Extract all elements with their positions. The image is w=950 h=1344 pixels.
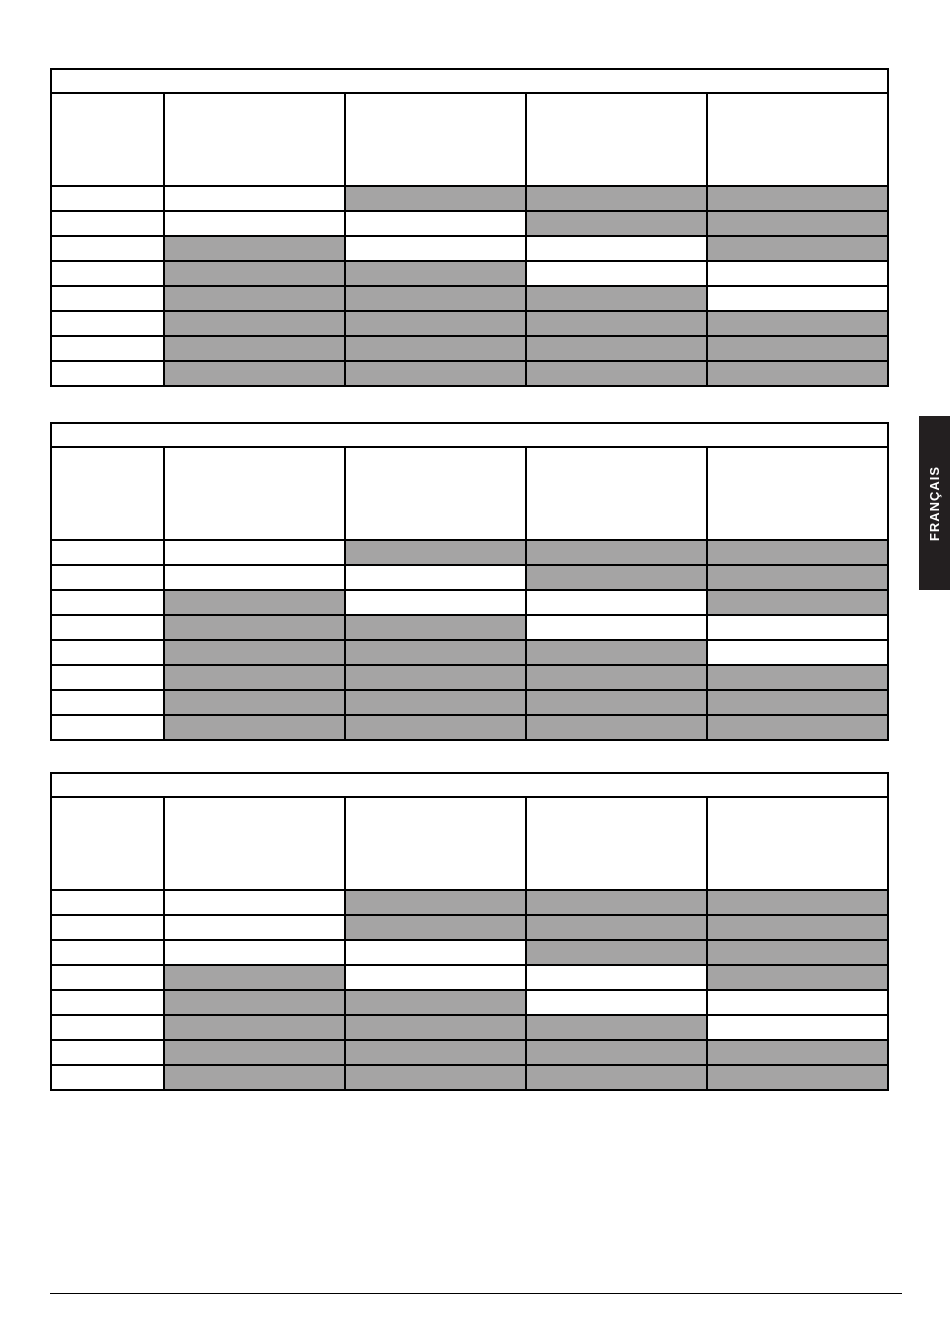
- shaded-cell: [526, 565, 707, 590]
- shaded-cell: [707, 1040, 888, 1065]
- table-row: [51, 211, 888, 236]
- shaded-cell: [707, 211, 888, 236]
- shaded-cell: [164, 665, 345, 690]
- row-label: [51, 311, 164, 336]
- column-header: [164, 93, 345, 186]
- shaded-cell: [164, 1040, 345, 1065]
- table-title-row: [51, 423, 888, 447]
- shaded-cell: [526, 690, 707, 715]
- table-title: [51, 423, 888, 447]
- table-title-row: [51, 773, 888, 797]
- column-header: [526, 447, 707, 540]
- row-label: [51, 1040, 164, 1065]
- blank-cell: [707, 640, 888, 665]
- shaded-cell: [164, 311, 345, 336]
- shaded-cell: [345, 665, 526, 690]
- shaded-cell: [707, 890, 888, 915]
- shaded-cell: [164, 640, 345, 665]
- shaded-cell: [526, 286, 707, 311]
- shaded-cell: [345, 990, 526, 1015]
- column-header: [707, 93, 888, 186]
- row-label: [51, 261, 164, 286]
- shaded-cell: [164, 286, 345, 311]
- shaded-cell: [707, 336, 888, 361]
- shaded-cell: [345, 690, 526, 715]
- row-label: [51, 715, 164, 740]
- table-row: [51, 1040, 888, 1065]
- column-header: [707, 447, 888, 540]
- column-header: [51, 797, 164, 890]
- table-row: [51, 1065, 888, 1090]
- shaded-cell: [707, 915, 888, 940]
- blank-cell: [164, 940, 345, 965]
- shaded-cell: [345, 890, 526, 915]
- shaded-cell: [345, 715, 526, 740]
- shaded-cell: [526, 336, 707, 361]
- blank-cell: [526, 590, 707, 615]
- row-label: [51, 640, 164, 665]
- shaded-cell: [526, 311, 707, 336]
- shaded-cell: [526, 1015, 707, 1040]
- shaded-cell: [164, 336, 345, 361]
- shaded-cell: [164, 1065, 345, 1090]
- blank-cell: [526, 261, 707, 286]
- shaded-cell: [345, 286, 526, 311]
- shaded-cell: [345, 1065, 526, 1090]
- column-header: [345, 447, 526, 540]
- shaded-cell: [164, 965, 345, 990]
- column-header: [526, 797, 707, 890]
- language-tab: [919, 416, 950, 590]
- table-row: [51, 715, 888, 740]
- shaded-cell: [526, 890, 707, 915]
- shaded-cell: [345, 615, 526, 640]
- row-label: [51, 1015, 164, 1040]
- table-body: [51, 423, 888, 740]
- table-header-row: [51, 93, 888, 186]
- column-header: [51, 447, 164, 540]
- table-row: [51, 915, 888, 940]
- column-header: [707, 797, 888, 890]
- row-label: [51, 211, 164, 236]
- shaded-cell: [526, 915, 707, 940]
- row-label: [51, 690, 164, 715]
- shaded-cell: [707, 311, 888, 336]
- column-header: [345, 93, 526, 186]
- shaded-cell: [707, 715, 888, 740]
- shaded-cell: [526, 361, 707, 386]
- compatibility-table-1: [50, 68, 889, 387]
- table-row: [51, 261, 888, 286]
- shaded-cell: [707, 186, 888, 211]
- row-label: [51, 965, 164, 990]
- blank-cell: [526, 615, 707, 640]
- shaded-cell: [164, 690, 345, 715]
- shaded-cell: [526, 940, 707, 965]
- blank-cell: [526, 236, 707, 261]
- blank-cell: [345, 590, 526, 615]
- table-title: [51, 69, 888, 93]
- row-label: [51, 915, 164, 940]
- row-label: [51, 540, 164, 565]
- shaded-cell: [164, 715, 345, 740]
- shaded-cell: [526, 1040, 707, 1065]
- table-row: [51, 236, 888, 261]
- blank-cell: [707, 990, 888, 1015]
- shaded-cell: [707, 940, 888, 965]
- shaded-cell: [345, 361, 526, 386]
- table-title-row: [51, 69, 888, 93]
- table-header-row: [51, 797, 888, 890]
- blank-cell: [345, 965, 526, 990]
- blank-cell: [164, 540, 345, 565]
- shaded-cell: [164, 236, 345, 261]
- shaded-cell: [707, 1065, 888, 1090]
- table-row: [51, 690, 888, 715]
- shaded-cell: [345, 261, 526, 286]
- column-header: [164, 447, 345, 540]
- row-label: [51, 590, 164, 615]
- blank-cell: [345, 236, 526, 261]
- row-label: [51, 1065, 164, 1090]
- row-label: [51, 990, 164, 1015]
- shaded-cell: [707, 965, 888, 990]
- table-body: [51, 773, 888, 1090]
- row-label: [51, 565, 164, 590]
- blank-cell: [164, 211, 345, 236]
- shaded-cell: [707, 540, 888, 565]
- blank-cell: [345, 565, 526, 590]
- column-header: [526, 93, 707, 186]
- shaded-cell: [345, 640, 526, 665]
- blank-cell: [707, 1015, 888, 1040]
- shaded-cell: [707, 236, 888, 261]
- shaded-cell: [345, 311, 526, 336]
- table-row: [51, 565, 888, 590]
- table-row: [51, 890, 888, 915]
- blank-cell: [164, 186, 345, 211]
- row-label: [51, 186, 164, 211]
- shaded-cell: [345, 1040, 526, 1065]
- table-row: [51, 286, 888, 311]
- footer-divider: [50, 1293, 902, 1294]
- blank-cell: [707, 615, 888, 640]
- table-row: [51, 615, 888, 640]
- row-label: [51, 236, 164, 261]
- shaded-cell: [345, 336, 526, 361]
- shaded-cell: [526, 715, 707, 740]
- blank-cell: [707, 286, 888, 311]
- compatibility-table-3: [50, 772, 889, 1091]
- column-header: [164, 797, 345, 890]
- shaded-cell: [526, 1065, 707, 1090]
- shaded-cell: [707, 665, 888, 690]
- blank-cell: [526, 965, 707, 990]
- shaded-cell: [526, 186, 707, 211]
- table-row: [51, 965, 888, 990]
- column-header: [345, 797, 526, 890]
- table-row: [51, 665, 888, 690]
- shaded-cell: [164, 990, 345, 1015]
- shaded-cell: [345, 540, 526, 565]
- table-row: [51, 336, 888, 361]
- shaded-cell: [345, 1015, 526, 1040]
- shaded-cell: [526, 211, 707, 236]
- shaded-cell: [164, 361, 345, 386]
- shaded-cell: [707, 590, 888, 615]
- shaded-cell: [707, 690, 888, 715]
- shaded-cell: [526, 540, 707, 565]
- table-header-row: [51, 447, 888, 540]
- blank-cell: [164, 915, 345, 940]
- language-tab-label: FRANÇAIS: [927, 465, 943, 541]
- table-row: [51, 1015, 888, 1040]
- column-header: [51, 93, 164, 186]
- shaded-cell: [707, 361, 888, 386]
- row-label: [51, 336, 164, 361]
- row-label: [51, 361, 164, 386]
- table-body: [51, 69, 888, 386]
- row-label: [51, 615, 164, 640]
- blank-cell: [526, 990, 707, 1015]
- blank-cell: [164, 890, 345, 915]
- row-label: [51, 665, 164, 690]
- table-row: [51, 990, 888, 1015]
- blank-cell: [345, 211, 526, 236]
- table-title: [51, 773, 888, 797]
- shaded-cell: [526, 640, 707, 665]
- shaded-cell: [164, 615, 345, 640]
- shaded-cell: [345, 186, 526, 211]
- blank-cell: [345, 940, 526, 965]
- table-row: [51, 540, 888, 565]
- shaded-cell: [164, 590, 345, 615]
- row-label: [51, 286, 164, 311]
- shaded-cell: [164, 1015, 345, 1040]
- table-row: [51, 640, 888, 665]
- blank-cell: [707, 261, 888, 286]
- table-row: [51, 940, 888, 965]
- shaded-cell: [707, 565, 888, 590]
- shaded-cell: [345, 915, 526, 940]
- blank-cell: [164, 565, 345, 590]
- table-row: [51, 361, 888, 386]
- table-row: [51, 311, 888, 336]
- shaded-cell: [526, 665, 707, 690]
- row-label: [51, 890, 164, 915]
- compatibility-table-2: [50, 422, 889, 741]
- row-label: [51, 940, 164, 965]
- table-row: [51, 186, 888, 211]
- shaded-cell: [164, 261, 345, 286]
- table-row: [51, 590, 888, 615]
